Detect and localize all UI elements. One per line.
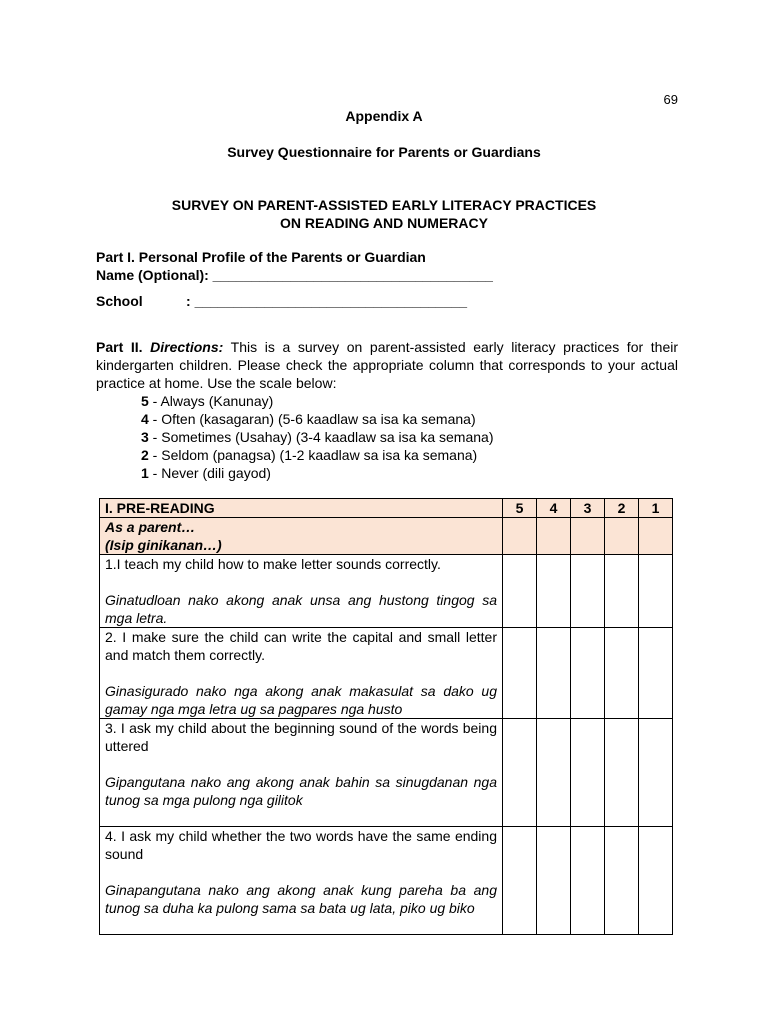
item-cebuano: Ginatudloan nako akong anak unsa ang hustong tingog sa mga letra. (105, 592, 497, 626)
scale-item-1 (141, 464, 493, 482)
item-cebuano: Gipangutana nako ang akong anak bahin sa sinugdanan nga tunog sa mga pulong nga gilitok (105, 774, 497, 808)
subheader-empty-cell (605, 518, 639, 555)
name-blank-line[interactable]: ____________________________________ (212, 267, 493, 283)
item-english: 3. I ask my child about the beginning sound of the words being uttered (105, 720, 497, 754)
item-cebuano: Ginasigurado nako nga akong anak makasulat sa dako ug gamay nga mga letra ug sa pagpares nga husto (105, 683, 497, 717)
subheader-empty-cell (537, 518, 571, 555)
table-subheader-row (100, 518, 673, 555)
part2-directions (96, 338, 678, 392)
column-header-2: 2 (605, 499, 639, 518)
rating-cell-5[interactable] (503, 628, 537, 719)
directions-text: This is a survey on parent-assisted early literacy practices for their kindergarten children. Please check the appropriate column that corresponds to your actual practice at home. Use the scale below: (96, 339, 679, 391)
rating-cell-3[interactable] (571, 555, 605, 628)
scale-value: 2 (141, 447, 149, 463)
scale-value: 1 (141, 465, 149, 481)
table-row (100, 628, 673, 719)
section-title: I. PRE-READING (100, 499, 503, 518)
school-label: School (96, 293, 143, 309)
item-english: 1.I teach my child how to make letter sounds correctly. (105, 556, 441, 572)
school-colon: : (186, 293, 195, 309)
school-blank-line[interactable]: ___________________________________ (194, 293, 468, 309)
item-2-text (100, 628, 503, 719)
subheader-cell (100, 518, 503, 555)
scale-text: - Never (dili gayod) (148, 465, 271, 481)
rating-cell-3[interactable] (571, 827, 605, 935)
subheader-empty-cell (503, 518, 537, 555)
table-row (100, 719, 673, 827)
rating-cell-5[interactable] (503, 827, 537, 935)
part1-title: Part I. Personal Profile of the Parents or Guardian (96, 249, 426, 265)
survey-title: Survey Questionnaire for Parents or Guardians (227, 144, 541, 160)
survey-heading-line-1: SURVEY ON PARENT-ASSISTED EARLY LITERACY PRACTICES (171, 197, 597, 213)
scale-value: 3 (141, 429, 149, 445)
item-cebuano: Ginapangutana nako ang akong anak kung pareha ba ang tunog sa duha ka pulong sama sa bata ug lata, piko ug biko (105, 882, 497, 916)
subheader-empty-cell (571, 518, 605, 555)
rating-cell-2[interactable] (605, 719, 639, 827)
rating-cell-1[interactable] (639, 555, 673, 628)
scale-text: - Seldom (panagsa) (1-2 kaadlaw sa isa ka semana) (148, 447, 478, 463)
part2-label: Part II. (96, 339, 151, 355)
subheader-line-1: As a parent… (105, 519, 196, 535)
school-field[interactable] (96, 293, 467, 309)
name-field[interactable] (96, 267, 493, 283)
rating-cell-4[interactable] (537, 719, 571, 827)
rating-cell-5[interactable] (503, 555, 537, 628)
subheader-line-2: (Isip ginikanan…) (105, 537, 222, 553)
rating-cell-1[interactable] (639, 628, 673, 719)
item-english: 2. I make sure the child can write the capital and small letter and match them correctly. (105, 629, 497, 663)
scale-value: 4 (141, 411, 149, 427)
rating-cell-2[interactable] (605, 827, 639, 935)
table-row (100, 555, 673, 628)
appendix-title: Appendix A (345, 108, 423, 124)
scale-text: - Sometimes (Usahay) (3-4 kaadlaw sa isa ka semana) (148, 429, 494, 445)
item-3-text (100, 719, 503, 827)
scale-text: - Always (Kanunay) (148, 393, 274, 409)
scale-text: - Often (kasagaran) (5-6 kaadlaw sa isa ka semana) (148, 411, 476, 427)
column-header-1: 1 (639, 499, 673, 518)
scale-item-5 (141, 392, 493, 410)
directions-label: Directions: (150, 339, 224, 355)
column-header-3: 3 (571, 499, 605, 518)
rating-cell-2[interactable] (605, 628, 639, 719)
rating-cell-2[interactable] (605, 555, 639, 628)
item-english: 4. I ask my child whether the two words have the same ending sound (105, 828, 497, 862)
rating-cell-3[interactable] (571, 628, 605, 719)
scale-item-3 (141, 428, 493, 446)
rating-cell-4[interactable] (537, 827, 571, 935)
page-number: 69 (663, 92, 678, 107)
table-row (100, 827, 673, 935)
name-label: Name (Optional): (96, 267, 213, 283)
rating-cell-1[interactable] (639, 827, 673, 935)
item-1-text (100, 555, 503, 628)
survey-heading-line-2: ON READING AND NUMERACY (280, 215, 488, 231)
rating-scale-list (141, 392, 493, 482)
column-header-4: 4 (537, 499, 571, 518)
rating-cell-5[interactable] (503, 719, 537, 827)
column-header-5: 5 (503, 499, 537, 518)
scale-item-2 (141, 446, 493, 464)
table-header-row (100, 499, 673, 518)
rating-cell-3[interactable] (571, 719, 605, 827)
rating-cell-4[interactable] (537, 628, 571, 719)
rating-cell-4[interactable] (537, 555, 571, 628)
survey-table (99, 498, 673, 935)
subheader-empty-cell (639, 518, 673, 555)
rating-cell-1[interactable] (639, 719, 673, 827)
scale-value: 5 (141, 393, 149, 409)
item-4-text (100, 827, 503, 935)
scale-item-4 (141, 410, 493, 428)
